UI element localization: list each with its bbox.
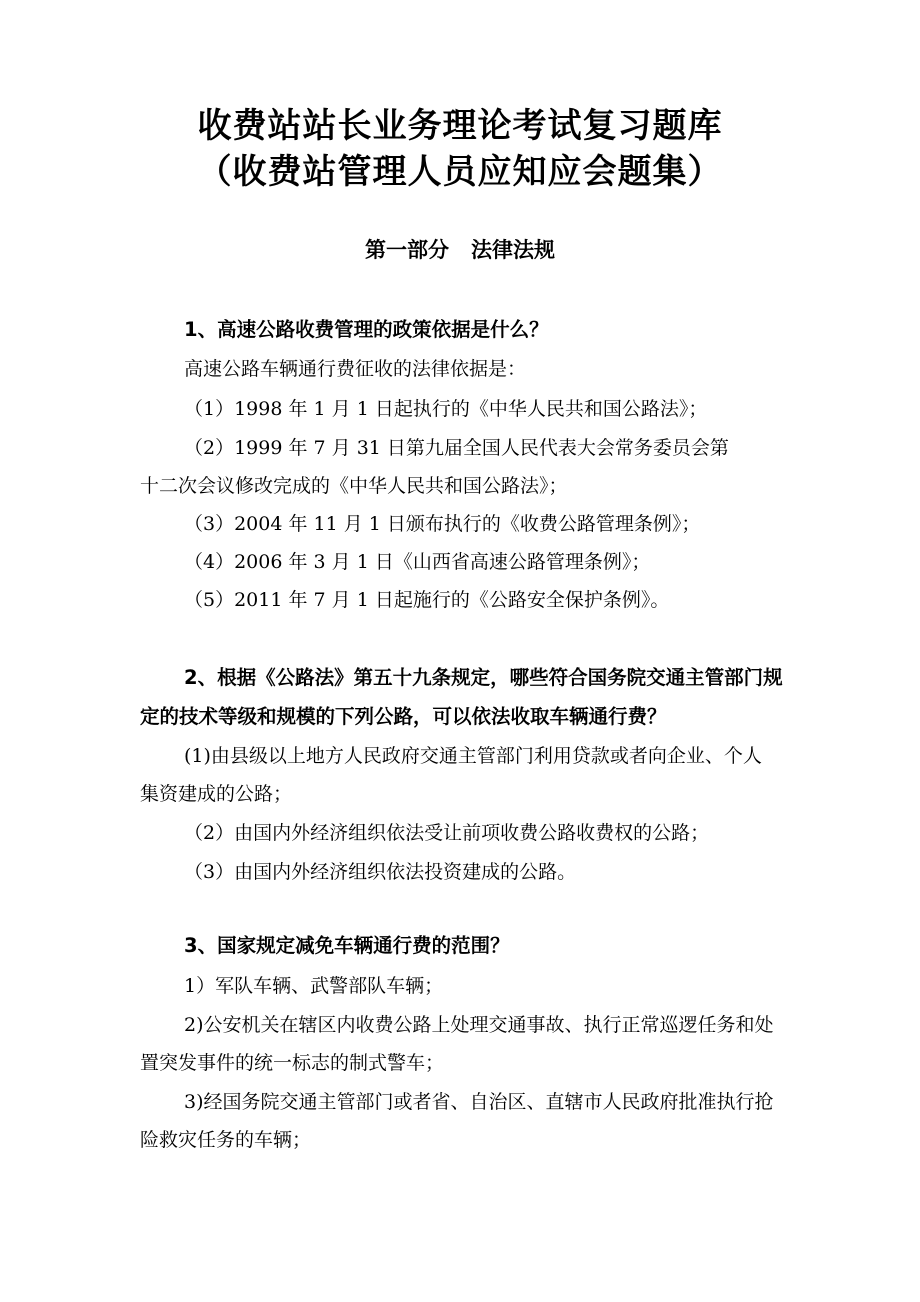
document-title-line-1: 收费站站长业务理论考试复习题库 [197, 106, 723, 146]
question-1-item-1: （1）1998 年 1 月 1 日起执行的《中华人民共和国公路法》； [184, 398, 708, 420]
question-3-item-3-line-2: 险救灾任务的车辆； [140, 1129, 312, 1151]
question-1-item-5: （5）2011 年 7 月 1 日起施行的《公路安全保护条例》。 [184, 589, 670, 611]
question-1-intro: 高速公路车辆通行费征收的法律依据是： [184, 358, 527, 380]
document-title-line-2: （收费站管理人员应知应会题集） [197, 152, 723, 192]
question-2-heading-line-1: 2、根据《公路法》第五十九条规定，哪些符合国务院交通主管部门规 [184, 666, 783, 689]
question-2-item-1-line-1: (1)由县级以上地方人民政府交通主管部门利用贷款或者向企业、个人 [184, 745, 762, 767]
question-2-item-3: （3）由国内外经济组织依法投资建成的公路。 [184, 861, 577, 883]
question-3-item-3-line-1: 3)经国务院交通主管部门或者省、自治区、直辖市人民政府批准执行抢 [184, 1091, 774, 1113]
question-3-item-2-line-1: 2)公安机关在辖区内收费公路上处理交通事故、执行正常巡逻任务和处 [184, 1014, 774, 1036]
question-1-item-4: （4）2006 年 3 月 1 日《山西省高速公路管理条例》； [184, 551, 651, 573]
question-2-heading-line-2: 定的技术等级和规模的下列公路，可以依法收取车辆通行费？ [140, 705, 667, 728]
question-2-item-1-line-2: 集资建成的公路； [140, 783, 293, 805]
question-1-item-3: （3）2004 年 11 月 1 日颁布执行的《收费公路管理条例》； [184, 513, 701, 535]
question-3-item-1: 1）军队车辆、武警部队车辆； [184, 975, 444, 997]
part-heading: 第一部分 法律法规 [365, 238, 555, 262]
question-1-heading: 1、高速公路收费管理的政策依据是什么？ [184, 318, 549, 341]
question-3-heading: 3、国家规定减免车辆通行费的范围？ [184, 934, 510, 957]
question-1-item-2-line-1: （2）1999 年 7 月 31 日第九届全国人民代表大会常务委员会第 [184, 437, 729, 459]
question-2-item-2: （2）由国内外经济组织依法受让前项收费公路收费权的公路； [184, 822, 710, 844]
question-1-item-2-line-2: 十二次会议修改完成的《中华人民共和国公路法》； [140, 475, 568, 497]
question-3-item-2-line-2: 置突发事件的统一标志的制式警车； [140, 1052, 445, 1074]
